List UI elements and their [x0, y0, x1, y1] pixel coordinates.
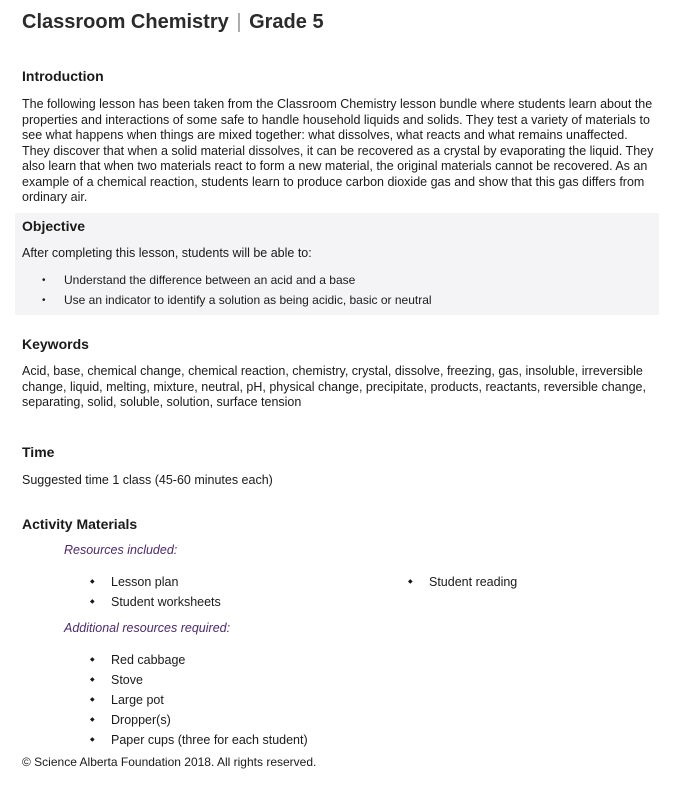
title-main: Classroom Chemistry	[22, 11, 229, 33]
materials-heading: Activity Materials	[22, 516, 138, 532]
list-item: ◆ Large pot	[90, 692, 308, 712]
included-list-col2	[408, 574, 517, 594]
page-title	[22, 11, 324, 34]
list-item: ◆ Paper cups (three for each student)	[90, 732, 308, 752]
additional-resources-label: Additional resources required:	[64, 621, 231, 635]
list-item: ◆ Dropper(s)	[90, 712, 308, 732]
additional-list	[90, 652, 308, 752]
time-heading: Time	[22, 444, 55, 460]
list-item: ◆ Student reading	[408, 574, 517, 594]
title-grade: Grade 5	[249, 11, 324, 33]
objective-list	[42, 272, 432, 312]
objective-heading: Objective	[22, 218, 86, 234]
objective-item: • Use an indicator to identify a solution as being acidic, basic or neutral	[42, 292, 432, 312]
introduction-text: The following lesson has been taken from the Classroom Chemistry lesson bundle where students learn about the properties and interactions of some safe to handle household liquids and solids. They test a variety of materials to see what happens when things are mixed together: what dissolves, what reacts and what remains unaffected. They discover that when a solid material dissolves, it can be recovered as a crystal by evaporating the liquid. They also learn that when two materials react to form a new material, the original materials cannot be recovered. As an example of a chemical reaction, students learn to produce carbon dioxide gas and show that this gas differs from ordinary air.	[22, 97, 654, 204]
keywords-heading: Keywords	[22, 336, 89, 352]
list-item: ◆ Student worksheets	[90, 594, 221, 614]
title-separator: |	[236, 11, 242, 33]
list-item: ◆ Red cabbage	[90, 652, 308, 672]
list-item: ◆ Lesson plan	[90, 574, 221, 594]
introduction-heading: Introduction	[22, 68, 104, 84]
objective-item: • Understand the difference between an acid and a base	[42, 272, 432, 292]
time-text: Suggested time 1 class (45-60 minutes each)	[22, 473, 273, 487]
included-list-col1	[90, 574, 221, 614]
resources-included-label: Resources included:	[64, 543, 178, 557]
copyright-footer: © Science Alberta Foundation 2018. All rights reserved.	[22, 755, 317, 769]
keywords-text: Acid, base, chemical change, chemical reaction, chemistry, crystal, dissolve, freezing, gas, insoluble, irreversible change, liquid, melting, mixture, neutral, pH, physical change, precipitate, products, reactants, reversible change, separating, solid, soluble, solution, surface tension	[22, 364, 646, 409]
list-item: ◆ Stove	[90, 672, 308, 692]
objective-lead: After completing this lesson, students will be able to:	[22, 246, 312, 260]
